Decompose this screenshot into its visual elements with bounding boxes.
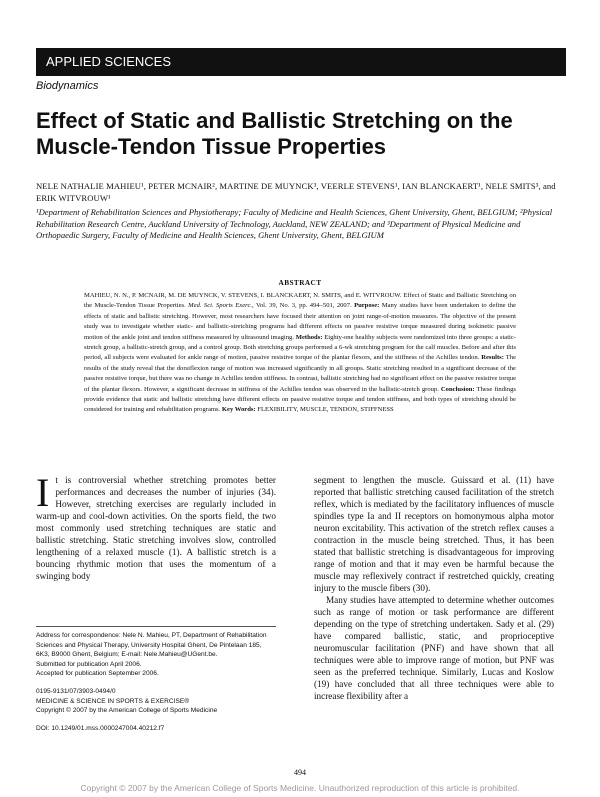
- section-banner: APPLIED SCIENCES: [36, 48, 566, 76]
- body-column-right: [314, 474, 554, 702]
- affiliations: ¹Department of Rehabilitation Sciences and Physiotherapy; Faculty of Medicine and Health Sciences, Ghent University, Ghent, BELGIUM; ²Physical Rehabilitation Research Centre, Auckland University of Technology, Auckland, NEW ZEALAND; and ³Department of Physical Medicine and Orthopaedic Surgery, Faculty of Medicine and Health Sciences, Ghent University, Ghent, BELGIUM: [36, 207, 553, 240]
- body-paragraph: segment to lengthen the muscle. Guissard et al. (11) have reported that ballistic stretching caused facilitation of the stretch reflex, which is mediated by the facilitatory influences of muscle spindles type Ia and II receptors on homonymous alpha motor neuron excitability. This activation of the stretch reflex causes a contraction in the muscle being stretched. Thus, it has been stated that ballistic stretching is disadvantageous for improving range of motion and that it may even be harmful because the muscle may reflexively contract if restretched quickly, creating injury to the muscle fibers (30).: [314, 475, 554, 593]
- accepted-date: Accepted for publication September 2006.: [36, 670, 159, 678]
- keywords-label: Key Words:: [221, 406, 256, 414]
- doi: DOI: 10.1249/01.mss.0000247004.40212.f7: [36, 724, 165, 732]
- results-text: The results of the study reveal that the dorsiflexion range of motion was increased significantly in all groups. Static stretching resulted in a significant decrease of the passive resistive torque, but there was no change in Achilles tendon stiffness. In contrast, ballistic stretching had no significant effect on the passive resistive torque of the plantar flexors. However, a significant decrease in stiffness of the Achilles tendon was observed in the ballistic-stretch group.: [84, 354, 517, 393]
- abstract-volume: , Vol. 39, No. 3, pp. 494–501, 2007.: [252, 302, 352, 310]
- issn: 0195-9131/07/3903-0494/0: [36, 687, 116, 695]
- results-label: Results:: [481, 354, 504, 362]
- author-list: NELE NATHALIE MAHIEU¹, PETER MCNAIR², MARTINE DE MUYNCK³, VEERLE STEVENS¹, IAN BLANCKAERT¹, NELE SMITS³, and ERIK WITVROUW¹: [36, 181, 556, 203]
- body-paragraph: Many studies have attempted to determine whether outcomes such as range of motion or task performance are different depending on the type of stretching undertaken. Sady et al. (29) have compared ballistic, static, and proprioceptive neuromuscular facilitation (PNF) and have shown that all techniques were able to improve range of motion, but PNF was seen as the preferred technique. Similarly, Lucas and Koslow (19) have concluded that all three techniques were able to increase flexibility after a: [314, 595, 554, 701]
- body-paragraph: [36, 470, 276, 582]
- drop-cap: I: [36, 470, 50, 515]
- methods-label: Methods:: [295, 333, 323, 341]
- body-text: t is controversial whether stretching promotes better performances and decreases the number of injuries (34). However, stretching exercises are regularly included in warm-up and cool-down activities. On the sports field, the two most commonly used stretching techniques are static and ballistic stretching. Static stretching involves slow, controlled lengthening of a relaxed muscle (1). A ballistic stretch is a bouncing rhythmic motion that uses the momentum of a swinging body: [36, 475, 276, 581]
- copyright-line: Copyright © 2007 by the American College of Sports Medicine: [36, 707, 218, 715]
- purpose-label: Purpose:: [354, 302, 380, 310]
- body-column-left: [36, 470, 276, 582]
- footnote-divider: [36, 626, 276, 627]
- methods-text: Eighty-one healthy subjects were randomized into three groups: a static-stretch group, a ballistic-stretch group, and a control group. Both stretching groups performed a 6-wk stretching program for the calf muscles. Before and after this period, all subjects were evaluated for ankle range of motion, passive resistive torque of the plantar flexors, and the stiffness of the Achilles tendon.: [84, 333, 517, 362]
- abstract-heading: ABSTRACT: [278, 278, 322, 287]
- journal-name: MEDICINE & SCIENCE IN SPORTS & EXERCISE®: [36, 697, 190, 705]
- purpose-text: Many studies have been undertaken to define the effects of static and ballistic stretching. However, most researchers have focused their attention on joint range-of-motion measures. The objective of the present study was to investigate whether static- and ballistic-stretching programs had different effects on passive resistive torque measured during isokinetic passive motion of the ankle joint and tendon stiffness measured by ultrasound imaging.: [84, 302, 516, 341]
- page-number: 494: [294, 768, 306, 777]
- conclusion-text: These findings provide evidence that static and ballistic stretching have different effects on passive resistive torque and tendon stiffness, and both types of stretching should be considered for training and rehabilitation programs.: [84, 385, 516, 414]
- copyright-watermark: Copyright © 2007 by the American College of Sports Medicine. Unauthorized reproduction of this article is prohibited.: [80, 783, 520, 793]
- footnote-block: [36, 631, 276, 733]
- correspondence-address: Address for correspondence: Nele N. Mahieu, PT, Department of Rehabilitation Sciences and Physical Therapy, University Hospital Ghent, De Pintelaan 185, 6K3, B9000 Ghent, Belgium; E-mail: Nele.Mahieu@UGent.be.: [36, 632, 267, 659]
- abstract-body: [84, 291, 516, 416]
- article-title: Effect of Static and Ballistic Stretching on the Muscle-Tendon Tissue Properties: [36, 108, 513, 159]
- abstract-citation: MAHIEU, N. N., P. MCNAIR, M. DE MUYNCK, V. STEVENS, I. BLANCKAERT, N. SMITS, and E. WITVROUW. Effect of Static and Ballistic Stretching on the Muscle-Tendon Tissue Properties.: [84, 292, 516, 310]
- keywords-text: FLEXIBILITY, MUSCLE, TENDON, STIFFNESS: [255, 406, 394, 414]
- abstract-journal: Med. Sci. Sports Exerc.: [188, 302, 253, 310]
- conclusion-label: Conclusion:: [440, 385, 475, 393]
- submitted-date: Submitted for publication April 2006.: [36, 660, 142, 668]
- subsection-label: Biodynamics: [36, 80, 99, 92]
